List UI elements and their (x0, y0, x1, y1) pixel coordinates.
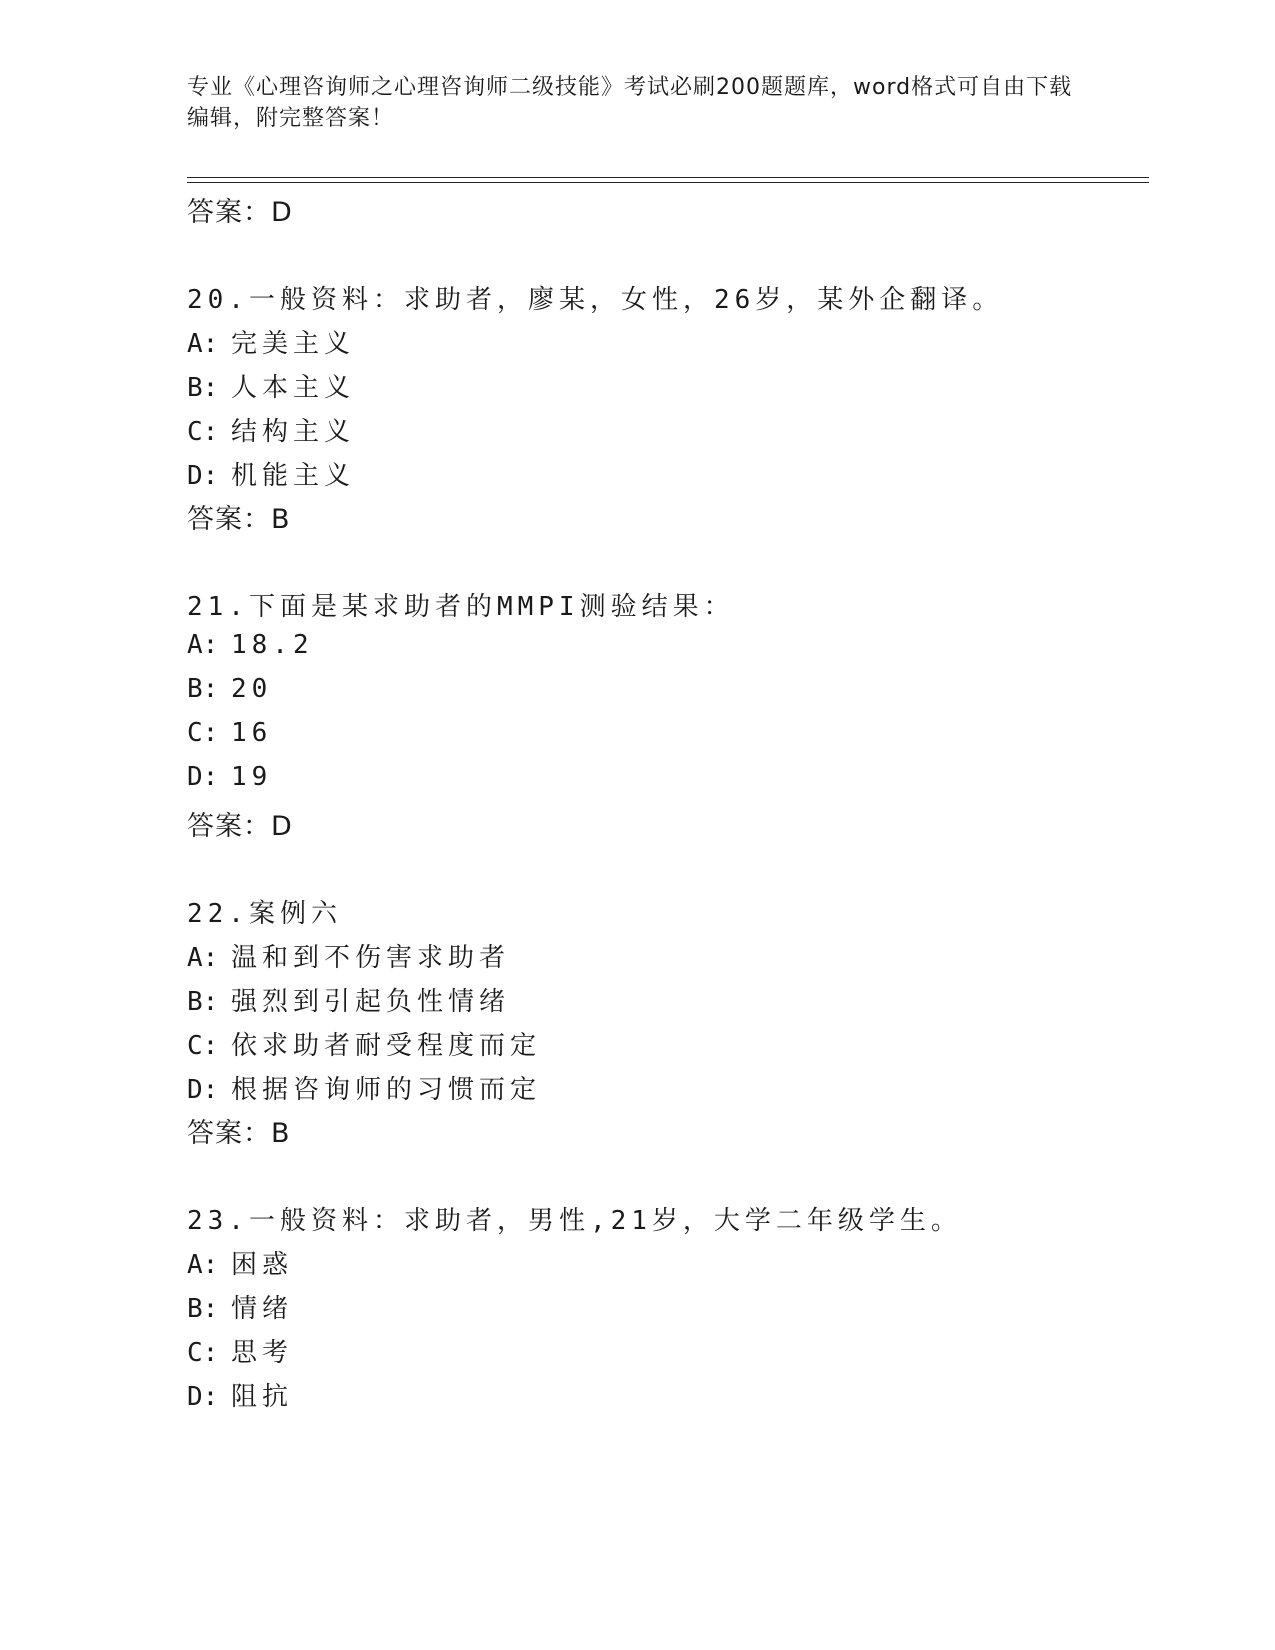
option-key: B: (187, 674, 219, 704)
option-b (187, 981, 510, 1018)
option-d (187, 762, 272, 792)
option-c (187, 1025, 541, 1062)
option-text: 情绪 (231, 1294, 294, 1324)
option-key: D: (187, 762, 219, 792)
option-a (187, 937, 510, 974)
option-c (187, 411, 355, 448)
option-text: 温和到不伤害求助者 (231, 943, 511, 973)
question-stem: 23.一般资料：求助者，男性,21岁，大学二年级学生。 (187, 1206, 962, 1236)
option-key: B: (187, 987, 219, 1017)
answer-line: 答案：D (187, 197, 293, 228)
option-text: 依求助者耐受程度而定 (231, 1031, 542, 1061)
option-a (187, 323, 355, 360)
option-d (187, 455, 355, 492)
option-a (187, 1244, 293, 1281)
option-text: 完美主义 (231, 329, 356, 359)
option-b (187, 367, 355, 404)
option-text: 根据咨询师的习惯而定 (231, 1075, 542, 1105)
option-key: C: (187, 718, 219, 748)
option-a (187, 630, 314, 660)
option-text: 16 (231, 718, 273, 748)
option-key: C: (187, 1338, 219, 1368)
question-stem: 22.案例六 (187, 899, 342, 929)
option-text: 强烈到引起负性情绪 (231, 987, 511, 1017)
option-b (187, 1288, 293, 1325)
header-divider-top (187, 177, 1149, 178)
option-key: A: (187, 943, 219, 973)
option-key: A: (187, 329, 219, 359)
option-key: D: (187, 1075, 219, 1105)
answer-line: 答案：D (187, 811, 293, 842)
option-text: 20 (231, 674, 273, 704)
option-key: A: (187, 1250, 219, 1280)
option-d (187, 1376, 293, 1413)
option-b (187, 674, 272, 704)
question-stem: 21.下面是某求助者的MMPI测验结果： (187, 592, 735, 622)
header-divider-bottom (187, 182, 1149, 183)
option-c (187, 1332, 293, 1369)
answer-line: 答案：B (187, 1118, 291, 1149)
option-text: 思考 (231, 1338, 294, 1368)
answer-line: 答案：B (187, 504, 291, 535)
option-text: 困惑 (231, 1250, 294, 1280)
document-header: 专业《心理咨询师之心理咨询师二级技能》考试必刷200题题库，word格式可自由下载编辑，附完整答案！ (187, 75, 1073, 131)
option-key: B: (187, 373, 219, 403)
option-key: B: (187, 1294, 219, 1324)
option-text: 18.2 (231, 630, 314, 660)
option-text: 机能主义 (231, 461, 356, 491)
option-text: 结构主义 (231, 417, 356, 447)
option-key: C: (187, 417, 219, 447)
option-text: 19 (231, 762, 273, 792)
option-c (187, 718, 272, 748)
option-key: C: (187, 1031, 219, 1061)
option-text: 阻抗 (231, 1382, 294, 1412)
question-stem: 20.一般资料：求助者，廖某，女性，26岁，某外企翻译。 (187, 285, 1004, 315)
option-key: D: (187, 1382, 219, 1412)
option-key: D: (187, 461, 219, 491)
option-text: 人本主义 (231, 373, 356, 403)
option-key: A: (187, 630, 219, 660)
option-d (187, 1069, 541, 1106)
